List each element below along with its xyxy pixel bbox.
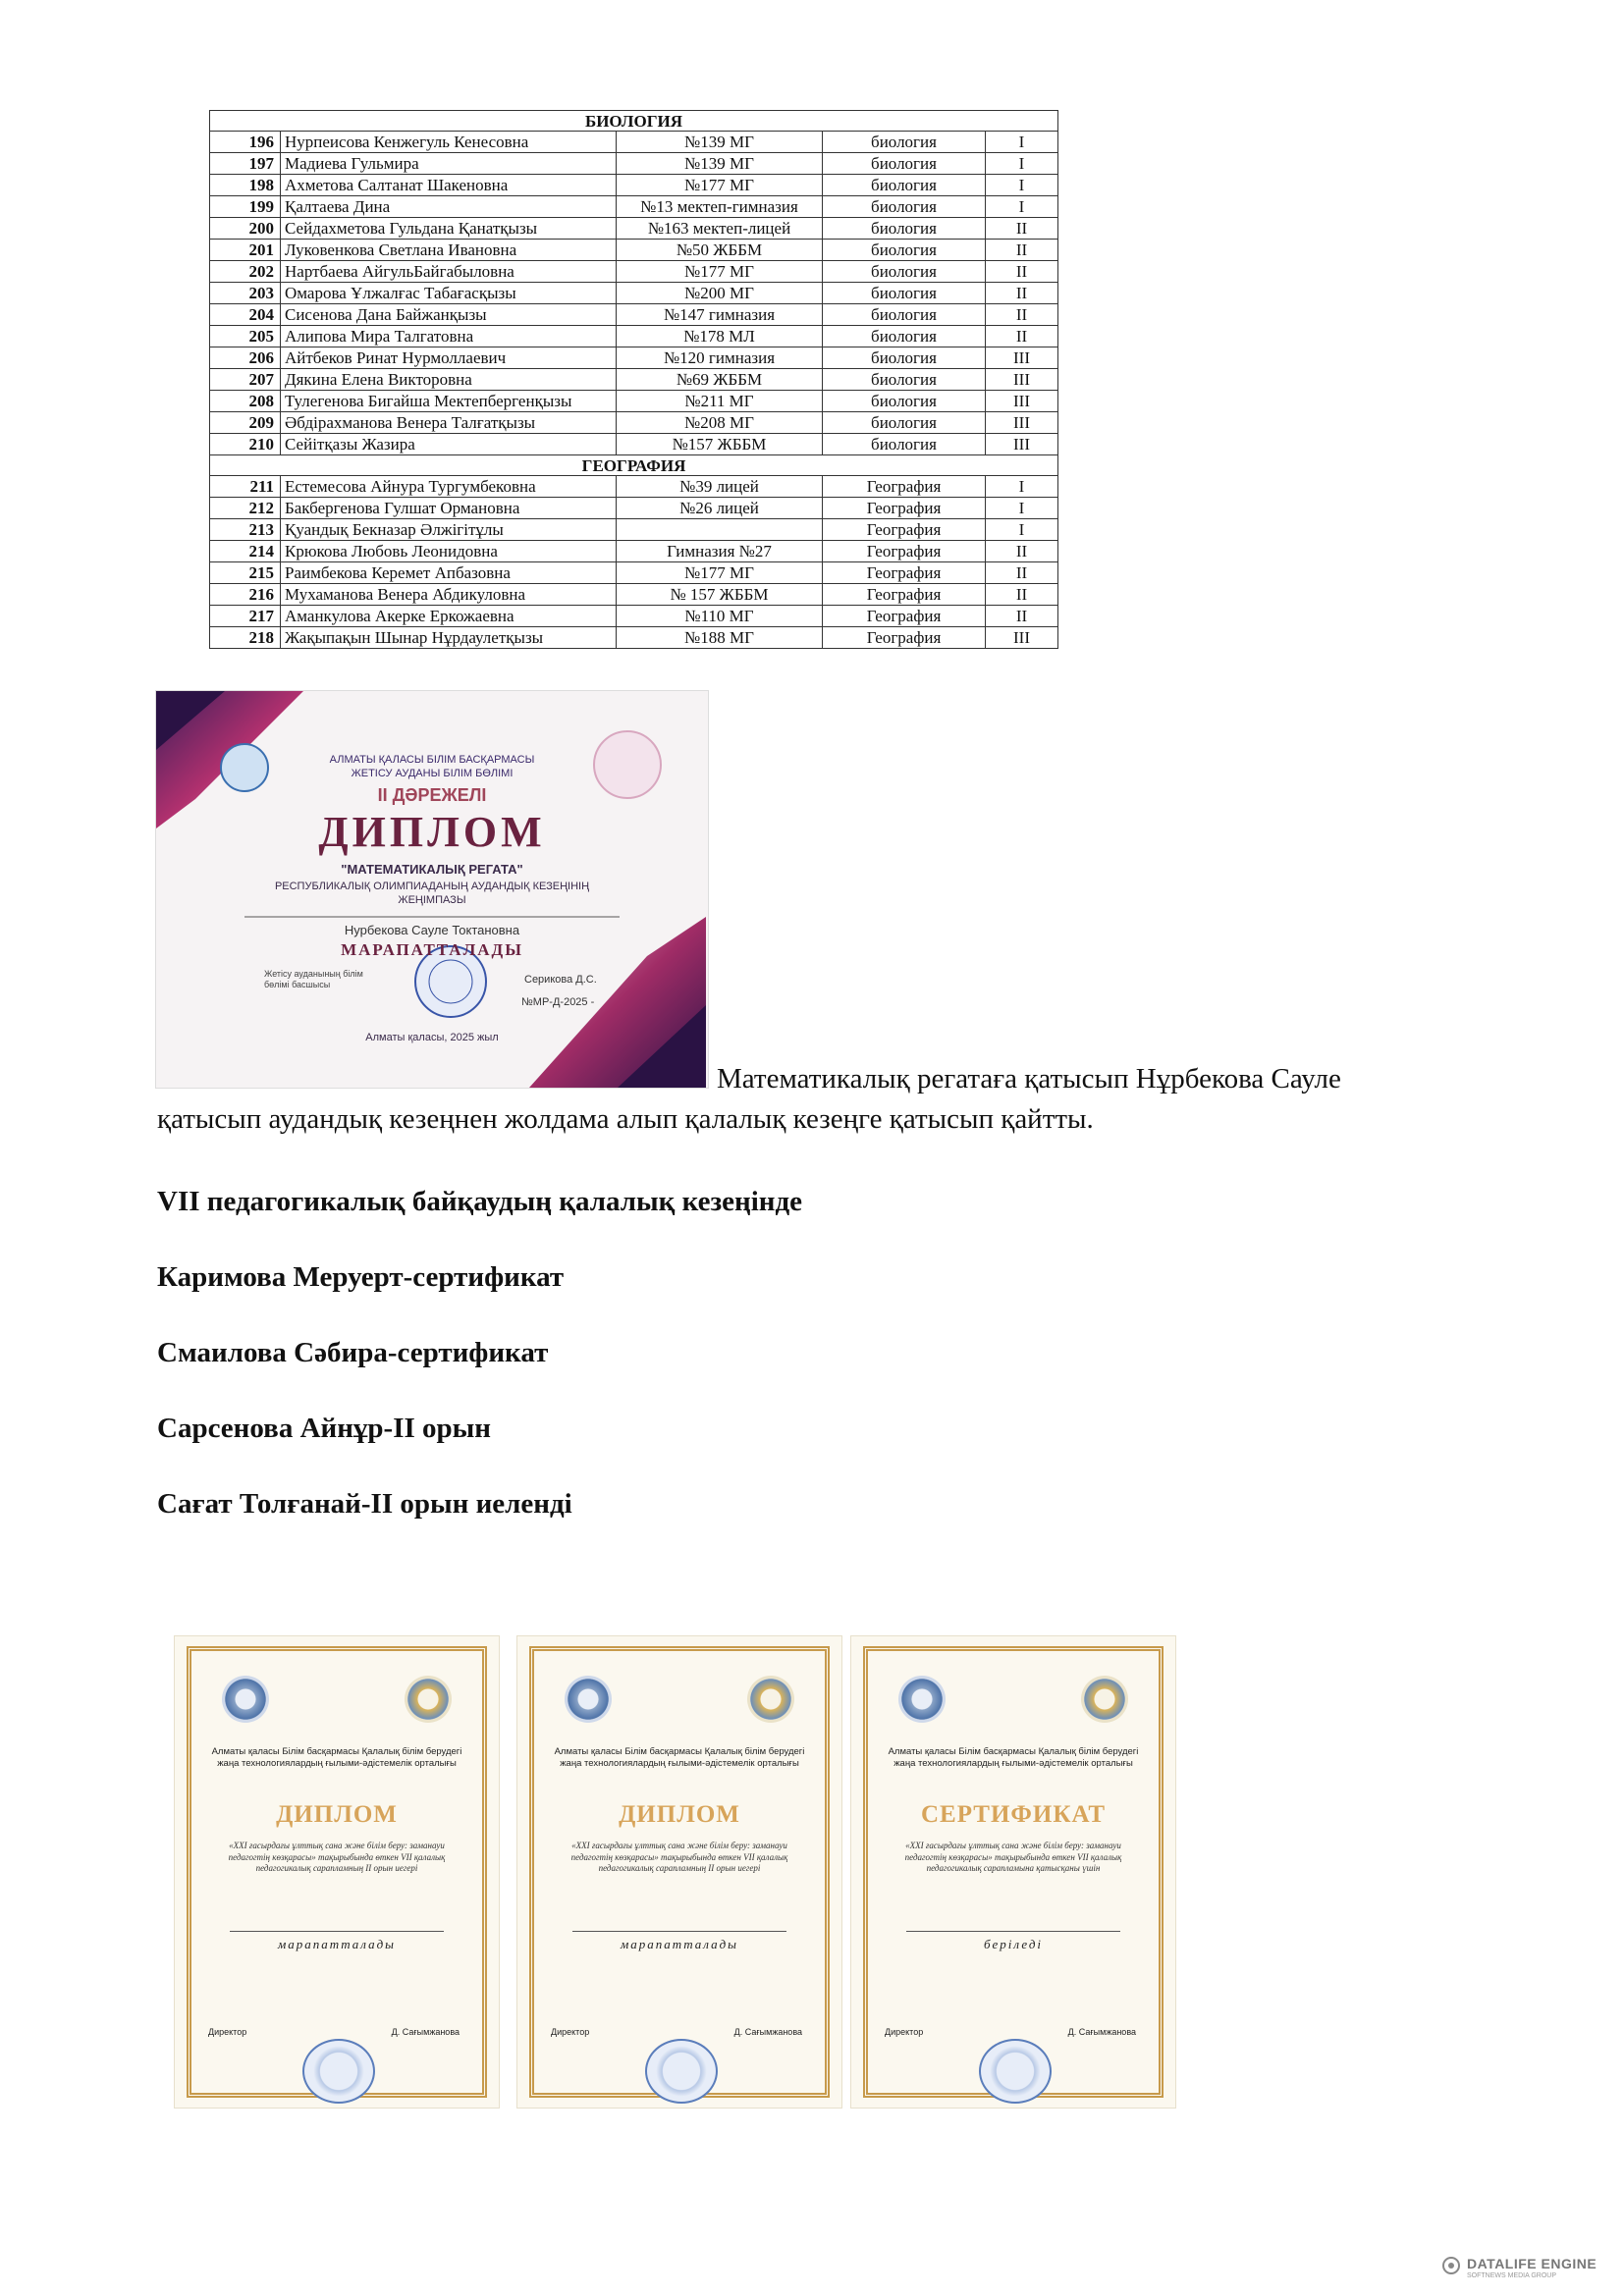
table-row — [210, 261, 1058, 283]
table-row — [210, 196, 1058, 218]
director-label: Директор — [551, 2027, 590, 2037]
row-number: 208 — [210, 391, 281, 412]
place: III — [986, 412, 1058, 434]
participant-name: Аманкулова Акерке Еркожаевна — [281, 606, 617, 627]
certificate-awarded: беріледі — [983, 1937, 1044, 1951]
school: №200 МГ — [617, 283, 823, 304]
row-number: 209 — [210, 412, 281, 434]
school: №188 МГ — [617, 627, 823, 649]
participant-name: Нартбаева АйгульБайгабыловна — [281, 261, 617, 283]
subject: биология — [823, 261, 986, 283]
certificate-awarded: марапатталады — [621, 1937, 738, 1951]
certificate-issuer: Алматы қаласы Білім басқармасы Қалалық білім берудегі жаңа технологиялардың ғылыми-әдістемелік орталығы — [211, 1746, 462, 1770]
place: II — [986, 584, 1058, 606]
education-department-logo-icon — [898, 1676, 946, 1723]
diploma-issuer-line1: АЛМАТЫ ҚАЛАСЫ БІЛІМ БАСҚАРМАСЫ — [329, 754, 535, 766]
regatta-caption-line2: қатысып аудандық кезеңнен жолдама алып қалалық кезеңге қатысып қайтты. — [157, 1103, 1094, 1135]
row-number: 196 — [210, 132, 281, 153]
participant-name: Нурпеисова Кенжегуль Кенесовна — [281, 132, 617, 153]
school: №177 МГ — [617, 261, 823, 283]
participant-name: Омарова Ұлжалғас Табағасқызы — [281, 283, 617, 304]
participant-name: Ахметова Салтанат Шакеновна — [281, 175, 617, 196]
subject: биология — [823, 175, 986, 196]
school: №69 ЖББМ — [617, 369, 823, 391]
diploma-city-year: Алматы қаласы, 2025 жыл — [365, 1032, 499, 1043]
director-name: Д. Сағымжанова — [391, 2027, 460, 2037]
place: II — [986, 326, 1058, 347]
table-row — [210, 541, 1058, 562]
row-number: 207 — [210, 369, 281, 391]
school — [617, 519, 823, 541]
diploma-desc-line1: РЕСПУБЛИКАЛЫҚ ОЛИМПИАДАНЫҢ АУДАНДЫҚ КЕЗЕҢІНІҢ — [274, 881, 590, 892]
subject: биология — [823, 391, 986, 412]
section-heading: ГЕОГРАФИЯ — [210, 455, 1058, 476]
participant-name: Қалтаева Дина — [281, 196, 617, 218]
school: №120 гимназия — [617, 347, 823, 369]
section-heading-row — [210, 111, 1058, 132]
education-department-logo-icon — [222, 1676, 269, 1723]
subject: биология — [823, 132, 986, 153]
place: III — [986, 347, 1058, 369]
place: II — [986, 283, 1058, 304]
certificate-title: СЕРТИФИКАТ — [920, 1801, 1106, 1828]
place: III — [986, 434, 1058, 455]
school: №178 МЛ — [617, 326, 823, 347]
school: №147 гимназия — [617, 304, 823, 326]
row-number: 201 — [210, 240, 281, 261]
participant-name: Мадиева Гульмира — [281, 153, 617, 175]
row-number: 206 — [210, 347, 281, 369]
datalife-logo-icon — [1441, 2256, 1461, 2275]
methodical-center-logo-icon — [405, 1676, 452, 1723]
subject: биология — [823, 347, 986, 369]
results-table — [209, 110, 1058, 649]
participant-name: Луковенкова Светлана Ивановна — [281, 240, 617, 261]
school: № 157 ЖББМ — [617, 584, 823, 606]
official-seal-icon — [645, 2039, 718, 2104]
place: I — [986, 498, 1058, 519]
diploma-degree: II ДӘРЕЖЕЛІ — [377, 785, 487, 805]
section-heading: БИОЛОГИЯ — [210, 111, 1058, 132]
director-name: Д. Сағымжанова — [1067, 2027, 1136, 2037]
row-number: 197 — [210, 153, 281, 175]
methodical-center-logo-icon — [747, 1676, 794, 1723]
recipient-line — [572, 1915, 786, 1932]
row-number: 205 — [210, 326, 281, 347]
result-line-2: Смаилова Сәбира-сертификат — [157, 1337, 549, 1368]
table-row — [210, 627, 1058, 649]
place: I — [986, 476, 1058, 498]
table-row — [210, 175, 1058, 196]
place: II — [986, 261, 1058, 283]
table-row — [210, 391, 1058, 412]
table-row — [210, 153, 1058, 175]
subject: биология — [823, 412, 986, 434]
table-row — [210, 132, 1058, 153]
participant-name: Сисенова Дана Байжанқызы — [281, 304, 617, 326]
subject: биология — [823, 304, 986, 326]
recipient-line — [230, 1915, 444, 1932]
participant-name: Айтбеков Ринат Нурмоллаевич — [281, 347, 617, 369]
subject: География — [823, 627, 986, 649]
row-number: 198 — [210, 175, 281, 196]
subject: биология — [823, 240, 986, 261]
school: №26 лицей — [617, 498, 823, 519]
school: №163 мектеп-лицей — [617, 218, 823, 240]
table-row — [210, 498, 1058, 519]
row-number: 211 — [210, 476, 281, 498]
participant-name: Сейітқазы Жазира — [281, 434, 617, 455]
row-number: 216 — [210, 584, 281, 606]
diploma-right-signatory: Серикова Д.С. — [524, 974, 597, 986]
regatta-diploma-image — [155, 690, 709, 1089]
left-signatory-line1: Жетісу ауданының білім — [264, 969, 363, 979]
school: №177 МГ — [617, 562, 823, 584]
diploma-number: №МР-Д-2025 - — [521, 996, 595, 1008]
school: №139 МГ — [617, 132, 823, 153]
results-table-body — [210, 111, 1058, 649]
certificate-issuer: Алматы қаласы Білім басқармасы Қалалық білім берудегі жаңа технологиялардың ғылыми-әдістемелік орталығы — [888, 1746, 1139, 1770]
participant-name: Жақыпақын Шынар Нұрдаулетқызы — [281, 627, 617, 649]
contest-heading: VII педагогикалық байқаудың қалалық кезеңінде — [157, 1186, 803, 1217]
participant-name: Мухаманова Венера Абдикуловна — [281, 584, 617, 606]
diploma-left-signatory — [264, 969, 382, 991]
place: II — [986, 606, 1058, 627]
subject: География — [823, 498, 986, 519]
row-number: 210 — [210, 434, 281, 455]
diploma-issuer-line2: ЖЕТІСУ АУДАНЫ БІЛІМ БӨЛІМІ — [351, 767, 514, 779]
subject: География — [823, 562, 986, 584]
table-row — [210, 412, 1058, 434]
row-number: 214 — [210, 541, 281, 562]
diploma-title: ДИПЛОМ — [318, 808, 546, 856]
row-number: 203 — [210, 283, 281, 304]
table-row — [210, 347, 1058, 369]
participant-name: Раимбекова Керемет Апбазовна — [281, 562, 617, 584]
row-number: 215 — [210, 562, 281, 584]
school: №157 ЖББМ — [617, 434, 823, 455]
table-row — [210, 519, 1058, 541]
school: №50 ЖББМ — [617, 240, 823, 261]
participant-name: Қуандық Бекназар Әлжігітұлы — [281, 519, 617, 541]
diploma-issuer — [156, 754, 708, 781]
left-signatory-line2: бөлімі басшысы — [264, 980, 331, 990]
official-seal-icon — [979, 2039, 1052, 2104]
diploma-description — [156, 880, 708, 908]
participant-name: Сейдахметова Гульдана Қанатқызы — [281, 218, 617, 240]
certificate-title: ДИПЛОМ — [276, 1801, 398, 1828]
subject: География — [823, 584, 986, 606]
place: I — [986, 519, 1058, 541]
table-row — [210, 562, 1058, 584]
table-row — [210, 218, 1058, 240]
subject: биология — [823, 369, 986, 391]
place: I — [986, 175, 1058, 196]
result-line-4: Сағат Толғанай-II орын иеленді — [157, 1488, 572, 1520]
certificate-image — [851, 1636, 1175, 2108]
diploma-recipient: Нурбекова Сауле Токтановна — [344, 923, 520, 937]
subject: География — [823, 519, 986, 541]
result-line-3: Сарсенова Айнұр-II орын — [157, 1413, 492, 1444]
director-name: Д. Сағымжанова — [733, 2027, 802, 2037]
watermark-subtitle: SOFTNEWS MEDIA GROUP — [1467, 2272, 1557, 2279]
place: I — [986, 153, 1058, 175]
table-row — [210, 476, 1058, 498]
participant-name: Алипова Мира Талгатовна — [281, 326, 617, 347]
certificate-image — [175, 1636, 499, 2108]
director-label: Директор — [208, 2027, 247, 2037]
school: №39 лицей — [617, 476, 823, 498]
director-label: Директор — [885, 2027, 924, 2037]
subject: биология — [823, 218, 986, 240]
participant-name: Естемесова Айнура Тургумбековна — [281, 476, 617, 498]
regatta-caption-line1: Математикалық регатаға қатысып Нұрбекова Сауле — [717, 1063, 1341, 1095]
row-number: 204 — [210, 304, 281, 326]
place: II — [986, 541, 1058, 562]
diploma-event: "МАТЕМАТИКАЛЫҚ РЕГАТА" — [341, 862, 523, 877]
place: I — [986, 196, 1058, 218]
place: I — [986, 132, 1058, 153]
row-number: 200 — [210, 218, 281, 240]
participant-name: Крюкова Любовь Леонидовна — [281, 541, 617, 562]
school: №139 МГ — [617, 153, 823, 175]
diploma-desc-line2: ЖЕҢІМПАЗЫ — [398, 894, 466, 907]
table-row — [210, 369, 1058, 391]
watermark-title: DATALIFE ENGINE — [1467, 2256, 1597, 2271]
methodical-center-logo-icon — [1081, 1676, 1128, 1723]
certificate-awarded: марапатталады — [278, 1937, 396, 1951]
place: III — [986, 369, 1058, 391]
participant-name: Дякина Елена Викторовна — [281, 369, 617, 391]
education-department-logo-icon — [565, 1676, 612, 1723]
certificate-issuer: Алматы қаласы Білім басқармасы Қалалық білім берудегі жаңа технологиялардың ғылыми-әдістемелік орталығы — [554, 1746, 805, 1770]
table-row — [210, 326, 1058, 347]
result-line-1: Каримова Меруерт-сертификат — [157, 1261, 565, 1293]
school: №13 мектеп-гимназия — [617, 196, 823, 218]
school: №177 МГ — [617, 175, 823, 196]
table-row — [210, 606, 1058, 627]
subject: биология — [823, 153, 986, 175]
subject: биология — [823, 283, 986, 304]
table-row — [210, 240, 1058, 261]
subject: География — [823, 541, 986, 562]
subject: биология — [823, 196, 986, 218]
row-number: 199 — [210, 196, 281, 218]
subject: География — [823, 476, 986, 498]
school: №211 МГ — [617, 391, 823, 412]
certificate-description: «XXI ғасырдағы ұлттық сана және білім беру: заманауи педагогтің көзқарасы» тақырыбында өткен VII қалалық педагогикалық сарапламның II орын иегері — [570, 1841, 788, 1874]
section-heading-row — [210, 455, 1058, 476]
certificate-description: «XXI ғасырдағы ұлттық сана және білім беру: заманауи педагогтің көзқарасы» тақырыбында өткен VII қалалық педагогикалық сарапламына қатысқаны үшін — [904, 1841, 1122, 1874]
school: Гимназия №27 — [617, 541, 823, 562]
place: II — [986, 562, 1058, 584]
diploma-awarded: МАРАПАТТАЛАДЫ — [341, 940, 523, 959]
row-number: 217 — [210, 606, 281, 627]
row-number: 213 — [210, 519, 281, 541]
place: II — [986, 304, 1058, 326]
official-seal-icon — [302, 2039, 375, 2104]
school: №208 МГ — [617, 412, 823, 434]
participant-name: Әбдірахманова Венера Талғатқызы — [281, 412, 617, 434]
recipient-line — [906, 1915, 1120, 1932]
place: III — [986, 391, 1058, 412]
table-row — [210, 434, 1058, 455]
subject: География — [823, 606, 986, 627]
table-row — [210, 283, 1058, 304]
place: II — [986, 240, 1058, 261]
subject: биология — [823, 434, 986, 455]
row-number: 212 — [210, 498, 281, 519]
certificate-description: «XXI ғасырдағы ұлттық сана және білім беру: заманауи педагогтің көзқарасы» тақырыбында өткен VII қалалық педагогикалық сарапламның II орын иегері — [228, 1841, 446, 1874]
place: III — [986, 627, 1058, 649]
school: №110 МГ — [617, 606, 823, 627]
subject: биология — [823, 326, 986, 347]
table-row — [210, 304, 1058, 326]
participant-name: Бакбергенова Гулшат Ормановна — [281, 498, 617, 519]
row-number: 218 — [210, 627, 281, 649]
certificate-image — [517, 1636, 841, 2108]
certificate-title: ДИПЛОМ — [619, 1801, 740, 1828]
place: II — [986, 218, 1058, 240]
participant-name: Тулегенова Бигайша Мектепбергенқызы — [281, 391, 617, 412]
table-row — [210, 584, 1058, 606]
row-number: 202 — [210, 261, 281, 283]
